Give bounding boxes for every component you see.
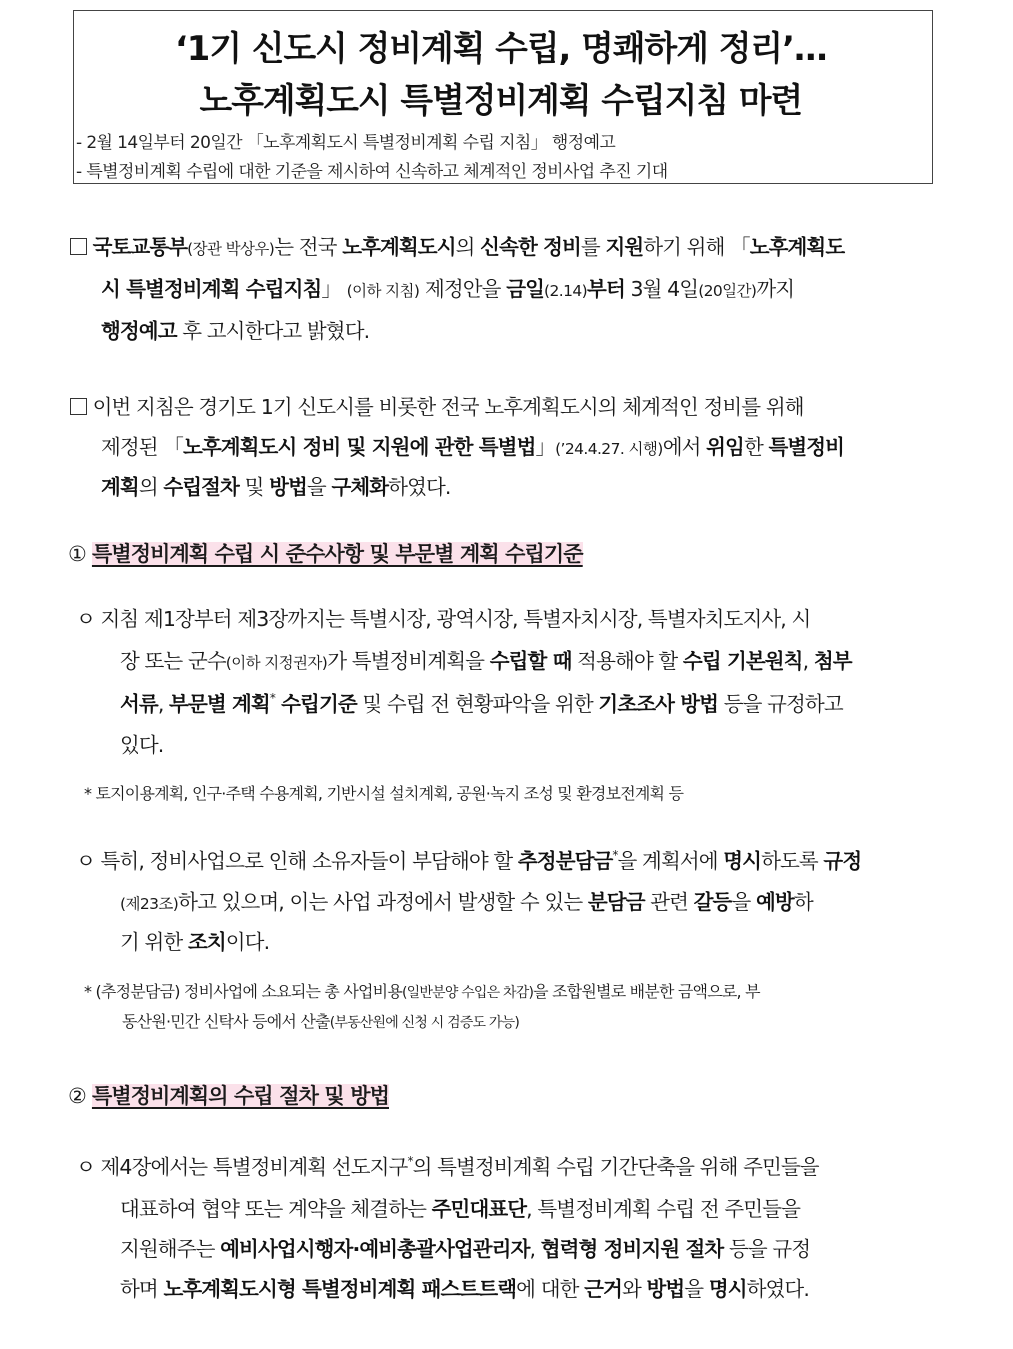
text: 관련 <box>644 890 694 914</box>
bullet-1-line4 <box>120 724 163 766</box>
paragraph-1-line3 <box>101 310 369 352</box>
text: 에서 <box>662 435 707 459</box>
text: 국토교통부 <box>92 235 188 259</box>
headline-title-line1: ‘1기 신도시 정비계획 수립, 명쾌하게 정리’… <box>174 29 827 69</box>
paragraph-1-line1 <box>70 226 844 270</box>
text: (2.14) <box>544 282 588 300</box>
text: 노후계획도 <box>749 235 845 259</box>
text: 가 특별정비계획을 <box>327 649 490 673</box>
text: 조치 <box>187 930 226 954</box>
text: 한 <box>743 435 769 459</box>
text: 기 위한 <box>120 930 188 954</box>
bullet-1-line3 <box>120 683 843 725</box>
text: 노후계획도시 <box>342 235 456 259</box>
paragraph-2-line2 <box>101 426 844 470</box>
text: 에 대한 <box>516 1277 585 1301</box>
text: (장관 박상우) <box>187 240 275 258</box>
bullet-1-line2 <box>120 640 852 684</box>
text: 지원해주는 <box>120 1237 221 1261</box>
text: 는 전국 <box>274 235 343 259</box>
text: 후 고시한다고 밝혔다. <box>176 319 370 343</box>
text: 금일 <box>506 277 545 301</box>
text: 까지 <box>756 277 795 301</box>
text: 명시 <box>723 849 762 873</box>
footnote-1: * 토지이용계획, 인구·주택 수용계획, 기반시설 설치계획, 공원·녹지 조성 및 환경보전계획 등 <box>84 784 684 803</box>
text: (일반분양 수입은 차감) <box>401 985 534 1001</box>
text: 등을 규정 <box>723 1237 811 1261</box>
subheadline-line1: - 2월 14일부터 20일간 「노후계획도시 특별정비계획 수립 지침」 행정예고 <box>76 133 616 153</box>
text: 노후계획도시형 특별정비계획 패스트트랙 <box>163 1277 517 1301</box>
text: ㅇ 특히, 정비사업으로 인해 소유자들이 부담해야 할 <box>76 849 518 873</box>
text: 을 조합원별로 배분한 금액으로, 부 <box>533 982 760 1001</box>
text: 추정분담금 <box>517 849 613 873</box>
text: ㅇ 지침 제1장부터 제3장까지는 특별시장, 광역시장, 특별자치시장, 특별자치도지사, 시 <box>76 607 811 631</box>
text: 행정예고 <box>101 319 177 343</box>
text: (’24.4.27. 시행) <box>555 440 663 458</box>
text: 예방 <box>756 890 794 914</box>
footnote-marker: * <box>269 691 275 705</box>
text: 방법 <box>646 1277 685 1301</box>
footnote-2-line1 <box>84 976 760 1009</box>
text: 」 <box>321 277 347 301</box>
bullet-3-line1 <box>76 1146 819 1188</box>
checkbox-bullet-icon <box>70 398 87 415</box>
text: 하고 있으며, 이는 사업 과정에서 발생할 수 있는 <box>178 890 588 914</box>
section-title: 특별정비계획 수립 시 준수사항 및 부문별 계획 수립기준 <box>91 542 583 566</box>
text: 부터 <box>587 277 625 301</box>
text: 주민대표단 <box>431 1197 527 1221</box>
text: 제정된 「 <box>101 435 183 459</box>
text: 부문별 계획 <box>169 692 270 716</box>
text: 하도록 <box>761 849 824 873</box>
bullet-3-line4 <box>120 1268 809 1310</box>
text: 분담금 <box>587 890 645 914</box>
text: (20일간) <box>698 282 757 300</box>
text: 예비사업시행자·예비총괄사업관리자 <box>220 1237 530 1261</box>
text: 을 <box>731 890 756 914</box>
text: 와 <box>621 1277 647 1301</box>
paragraph-2-line3 <box>101 466 451 508</box>
text: 동산원·민간 신탁사 등에서 산출 <box>122 1012 330 1031</box>
text: 있다. <box>120 733 164 757</box>
checkbox-bullet-icon <box>70 238 87 255</box>
text: 규정 <box>823 849 862 873</box>
text: 하였다. <box>746 1277 809 1301</box>
paragraph-1-line2 <box>101 268 794 312</box>
text: 계획 <box>101 475 139 499</box>
text: 첨부 <box>813 649 852 673</box>
bullet-2-line1 <box>76 840 861 882</box>
text: ㅇ 제4장에서는 특별정비계획 선도지구 <box>76 1155 408 1179</box>
text: 제정안을 <box>419 277 507 301</box>
text: 하기 위해 「 <box>643 235 750 259</box>
headline-box <box>73 10 933 184</box>
bullet-1-line1 <box>76 598 810 640</box>
text: 및 <box>238 475 270 499</box>
text: 근거 <box>584 1277 622 1301</box>
text: 위임 <box>706 435 744 459</box>
text: 기초조사 방법 <box>598 692 719 716</box>
text: 」 <box>535 435 556 459</box>
text: 의 특별정비계획 수립 기간단축을 위해 주민들을 <box>412 1155 819 1179</box>
text: 장 또는 군수 <box>120 649 226 673</box>
paragraph-2-line1 <box>70 386 804 428</box>
text: 등을 규정하고 <box>718 692 843 716</box>
section-title: 특별정비계획의 수립 절차 및 방법 <box>91 1084 389 1108</box>
text: (이하 지침) <box>346 282 420 300</box>
text: 수립 기본원칙 <box>682 649 803 673</box>
section-number: ① <box>68 542 86 566</box>
text: 및 수립 전 현황파악을 위한 <box>356 692 599 716</box>
text: , 특별정비계획 수립 전 주민들을 <box>526 1197 800 1221</box>
text: 수립절차 <box>163 475 239 499</box>
section-heading-1 <box>68 538 583 568</box>
text: 갈등 <box>693 890 732 914</box>
text: (이하 지정권자) <box>225 654 328 672</box>
text: , <box>157 692 170 716</box>
text: , <box>529 1237 541 1261</box>
text: 노후계획도시 정비 및 지원에 관한 특별법 <box>182 435 536 459</box>
text: 지원 <box>605 235 644 259</box>
text: 서류 <box>120 692 158 716</box>
text: 방법 <box>269 475 307 499</box>
bullet-3-line2 <box>120 1188 800 1230</box>
text: 이번 지침은 경기도 1기 신도시를 비롯한 전국 노후계획도시의 체계적인 정비를 위해 <box>87 395 804 419</box>
footnote-marker: * <box>612 848 618 862</box>
footnote-2-line2 <box>122 1006 519 1039</box>
subheadline-line2: - 특별정비계획 수립에 대한 기준을 제시하여 신속하고 체계적인 정비사업 추진 기대 <box>76 162 668 182</box>
headline-title-line2: 노후계획도시 특별정비계획 수립지침 마련 <box>199 81 803 121</box>
text: 를 <box>580 235 606 259</box>
footnote-marker: * <box>407 1154 413 1168</box>
section-heading-2 <box>68 1080 389 1110</box>
section-number: ② <box>68 1084 86 1108</box>
text: (부동산원에 신청 시 검증도 가능) <box>329 1015 520 1031</box>
text: * (추정분담금) 정비사업에 소요되는 총 사업비용 <box>84 982 402 1001</box>
bullet-2-line2 <box>120 881 813 925</box>
text: , <box>802 649 814 673</box>
text: 구체화 <box>331 475 389 499</box>
text: 을 <box>306 475 332 499</box>
text: 하 <box>793 890 813 914</box>
text: 의 <box>138 475 164 499</box>
bullet-3-line3 <box>120 1228 810 1270</box>
text: 시 특별정비계획 수립지침 <box>101 277 322 301</box>
text: 협력형 정비지원 절차 <box>540 1237 724 1261</box>
text: 하였다. <box>388 475 451 499</box>
text: 특별정비 <box>768 435 845 459</box>
bullet-2-line3 <box>120 921 269 963</box>
text: 하며 <box>120 1277 164 1301</box>
text: 을 계획서에 <box>617 849 724 873</box>
text: 의 <box>455 235 481 259</box>
text: 대표하여 협약 또는 계약을 체결하는 <box>120 1197 432 1221</box>
text: 이다. <box>225 930 270 954</box>
text: 수립기준 <box>274 692 357 716</box>
text: 명시 <box>708 1277 747 1301</box>
text: 3월 4일 <box>624 277 699 301</box>
text: 을 <box>684 1277 709 1301</box>
text: (제23조) <box>120 895 179 913</box>
text: 수립할 때 <box>489 649 572 673</box>
text: 신속한 정비 <box>480 235 581 259</box>
text: 적용해야 할 <box>571 649 683 673</box>
